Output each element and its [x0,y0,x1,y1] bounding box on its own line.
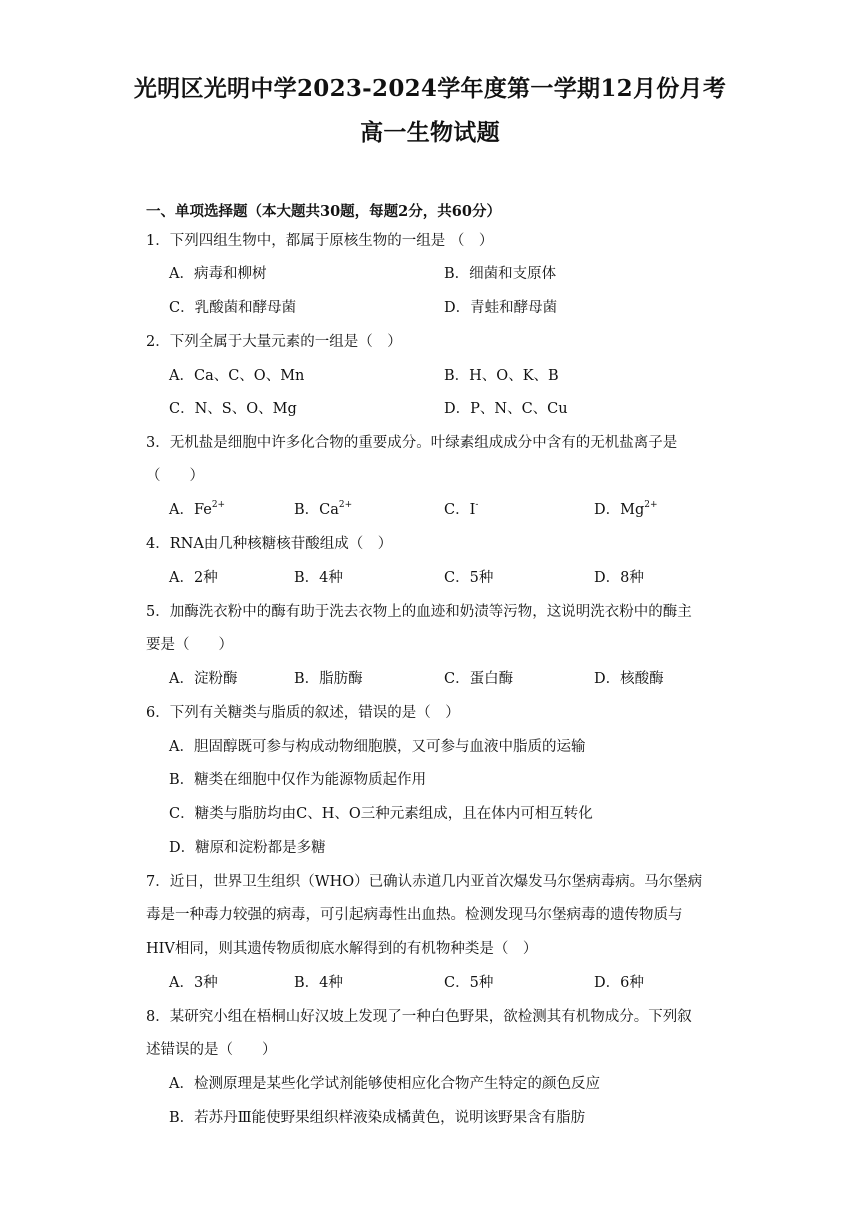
question-3-stem-line1: 3．无机盐是细胞中许多化合物的重要成分。叶绿素组成成分中含有的无机盐离子是 [146,435,678,451]
question-6-option-c: C．糖类与脂肪均由C、H、O三种元素组成，且在体内可相互转化 [169,806,593,822]
question-3-stem-line2: （ ） [146,468,204,484]
question-4-option-a: A．2种 [169,570,218,586]
question-7-option-c: C．5种 [444,975,494,991]
exam-title: 光明区光明中学2023-2024学年度第一学期12月份月考 [133,75,727,102]
question-7-stem-line1: 7．近日，世界卫生组织（WHO）已确认赤道几内亚首次爆发马尔堡病毒病。马尔堡病 [146,874,703,890]
question-7-option-b: B．4种 [294,975,343,991]
question-4-option-c: C．5种 [444,570,494,586]
question-1-option-c: C．乳酸菌和酵母菌 [169,300,297,316]
question-3-option-b: B．$Ca^{2+}$ [294,500,353,518]
question-7-stem-line3: HIV相同，则其遗传物质彻底水解得到的有机物种类是（ ） [146,941,538,957]
question-5-stem-line2: 要是（ ） [146,637,233,653]
question-5-option-c: C．蛋白酶 [444,671,514,687]
question-5-option-d: D．核酸酶 [594,671,664,687]
question-2-option-c: C．N、S、O、Mg [169,401,297,417]
question-2-stem: 2．下列全属于大量元素的一组是（ ） [146,334,402,350]
question-8-option-a: A．检测原理是某些化学试剂能够使相应化合物产生特定的颜色反应 [169,1076,600,1092]
question-8-stem-line2: 述错误的是（ ） [146,1042,277,1058]
question-1-option-a: A．病毒和柳树 [169,266,267,282]
question-6-option-d: D．糖原和淀粉都是多糖 [169,840,326,856]
question-3-option-d: D．$Mg^{2+}$ [594,500,658,518]
question-8-option-b: B．若苏丹Ⅲ能使野果组织样液染成橘黄色，说明该野果含有脂肪 [169,1110,586,1126]
question-2-option-b: B．H、O、K、B [444,368,559,384]
question-6-stem: 6．下列有关糖类与脂质的叙述，错误的是（ ） [146,705,460,721]
question-4-option-d: D．8种 [594,570,644,586]
section-heading: 一、单项选择题（本大题共30题，每题2分，共60分） [146,203,501,220]
question-5-option-a: A．淀粉酶 [169,671,238,687]
question-5-stem-line1: 5．加酶洗衣粉中的酶有助于洗去衣物上的血迹和奶渍等污物，这说明洗衣粉中的酶主 [146,604,692,620]
exam-subtitle: 高一生物试题 [360,119,500,146]
question-4-option-b: B．4种 [294,570,343,586]
question-7-stem-line2: 毒是一种毒力较强的病毒，可引起病毒性出血热。检测发现马尔堡病毒的遗传物质与 [146,907,683,923]
question-3-option-a: A．$Fe^{2+}$ [169,500,226,518]
question-8-stem-line1: 8．某研究小组在梧桐山好汉坡上发现了一种白色野果，欲检测其有机物成分。下列叙 [146,1009,692,1025]
question-7-option-d: D．6种 [594,975,644,991]
question-6-option-b: B．糖类在细胞中仅作为能源物质起作用 [169,772,427,788]
question-1-stem: 1．下列四组生物中，都属于原核生物的一组是 （ ） [146,233,494,249]
question-7-option-a: A．3种 [169,975,218,991]
question-3-option-c: C．I- [444,500,479,518]
question-2-option-d: D．P、N、C、Cu [444,401,568,417]
question-5-option-b: B．脂肪酶 [294,671,363,687]
question-6-option-a: A．胆固醇既可参与构成动物细胞膜，又可参与血液中脂质的运输 [169,739,586,755]
question-4-stem: 4．RNA由几种核糖核苷酸组成（ ） [146,536,393,552]
question-1-option-b: B．细菌和支原体 [444,266,557,282]
question-1-option-d: D．青蛙和酵母菌 [444,300,558,316]
question-2-option-a: A．Ca、C、O、Mn [169,368,305,384]
